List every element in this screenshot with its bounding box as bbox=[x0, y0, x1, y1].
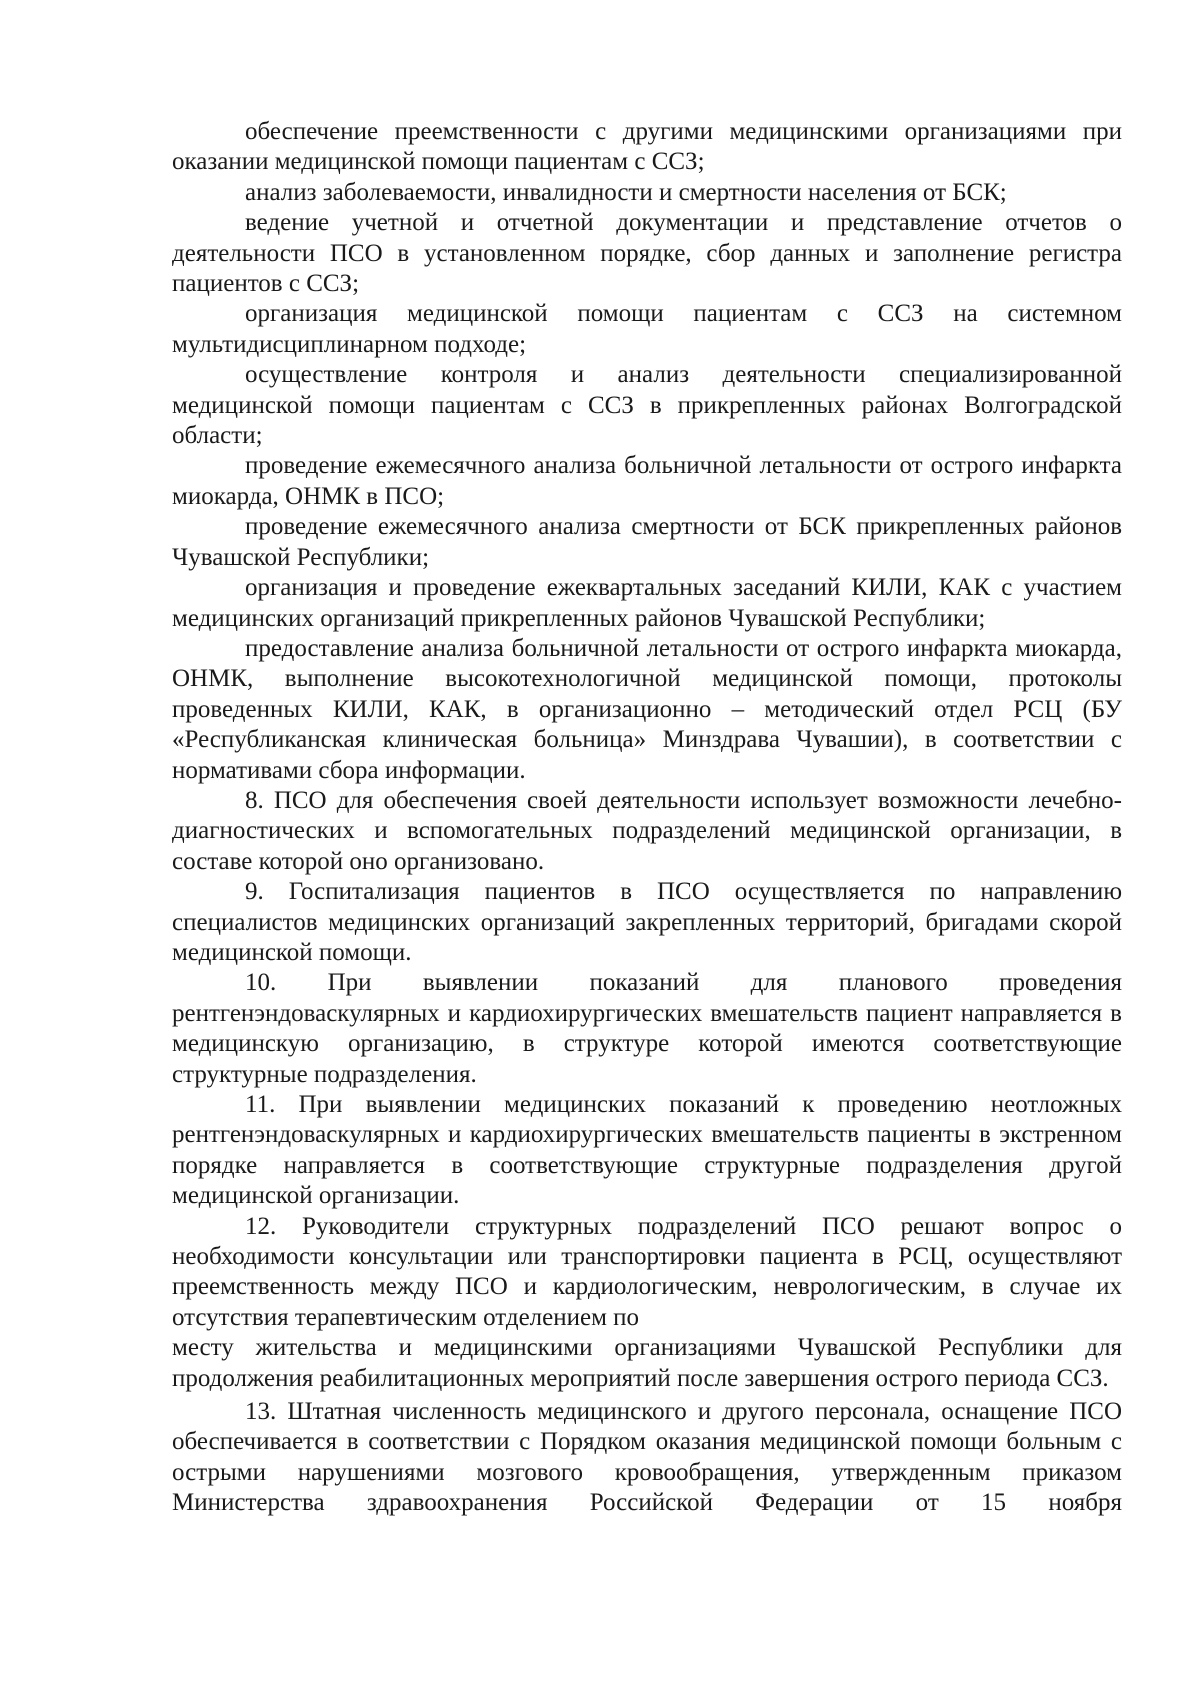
paragraph-mortality-monthly: проведение ежемесячного анализа больничной летальности от острого инфаркта миокарда, ОНМК в ПСО; bbox=[172, 452, 1122, 510]
paragraph-item-8: 8. ПСО для обеспечения своей деятельности использует возможности лечебно-диагностических и вспомогательных подразделений медицинской организации, в составе которой оно организовано. bbox=[172, 786, 1122, 875]
paragraph-item-12: 12. Руководители структурных подразделений ПСО решают вопрос о необходимости консультации или транспортировки пациента в РСЦ, осуществляют преемственность между ПСО и кардиологическим, неврологическим, в случае их отсутствия терапевтическим отделением по bbox=[172, 1212, 1122, 1331]
paragraph-item-9: 9. Госпитализация пациентов в ПСО осуществляется по направлению специалистов медицинских организаций закрепленных территорий, бригадами скорой медицинской помощи. bbox=[172, 878, 1122, 966]
paragraph-item-10: 10. При выявлении показаний для планового проведения рентгенэндоваскулярных и кардиохирургических вмешательств пациент направляется в медицинскую организацию, в структуре которой имеются соответствующие структурные подразделения. bbox=[172, 969, 1122, 1088]
document-page bbox=[172, 117, 1122, 1519]
paragraph-meetings: организация и проведение ежеквартальных заседаний КИЛИ, КАК с участием медицинских организаций прикрепленных районов Чувашской Республики; bbox=[172, 574, 1122, 632]
paragraph-control: осуществление контроля и анализ деятельности специализированной медицинской помощи пациентам с ССЗ в прикрепленных районах Волгоградской области; bbox=[172, 361, 1122, 450]
paragraph-reporting: предоставление анализа больничной летальности от острого инфаркта миокарда, ОНМК, выполнение высокотехнологичной медицинской помощи, протоколы проведенных КИЛИ, КАК, в организационно – методический отдел РСЦ (БУ «Республиканская клиническая больница» Минздрава Чувашии), в соответствии с нормативами сбора информации. bbox=[172, 634, 1122, 784]
paragraph-continuity: обеспечение преемственности с другими медицинскими организациями при оказании медицинской помощи пациентам с ССЗ; bbox=[172, 118, 1122, 176]
paragraph-morbidity-analysis: анализ заболеваемости, инвалидности и смертности населения от БСК; bbox=[245, 178, 1007, 206]
paragraph-item-13: 13. Штатная численность медицинского и другого персонала, оснащение ПСО обеспечивается в соответствии с Порядком оказания медицинской помощи больным с острыми нарушениями мозгового кровообращения, утвержденным приказом Министерства здравоохранения Российской Федерации от 15 ноября bbox=[172, 1398, 1122, 1517]
paragraph-item-11: 11. При выявлении медицинских показаний к проведению неотложных рентгенэндоваскулярных и кардиохирургических вмешательств пациенты в экстренном порядке направляется в соответствующие структурные подразделения другой медицинской организации. bbox=[172, 1091, 1122, 1210]
paragraph-bsk-mortality: проведение ежемесячного анализа смертности от БСК прикрепленных районов Чувашской Республики; bbox=[172, 513, 1122, 571]
paragraph-documentation: ведение учетной и отчетной документации и представление отчетов о деятельности ПСО в установленном порядке, сбор данных и заполнение регистра пациентов с ССЗ; bbox=[172, 209, 1122, 298]
paragraph-multidisciplinary: организация медицинской помощи пациентам с ССЗ на системном мультидисциплинарном подходе; bbox=[172, 300, 1122, 358]
paragraph-item-12-continuation: месту жительства и медицинскими организациями Чувашской Республики для продолжения реабилитационных мероприятий после завершения острого периода ССЗ. bbox=[172, 1334, 1122, 1392]
